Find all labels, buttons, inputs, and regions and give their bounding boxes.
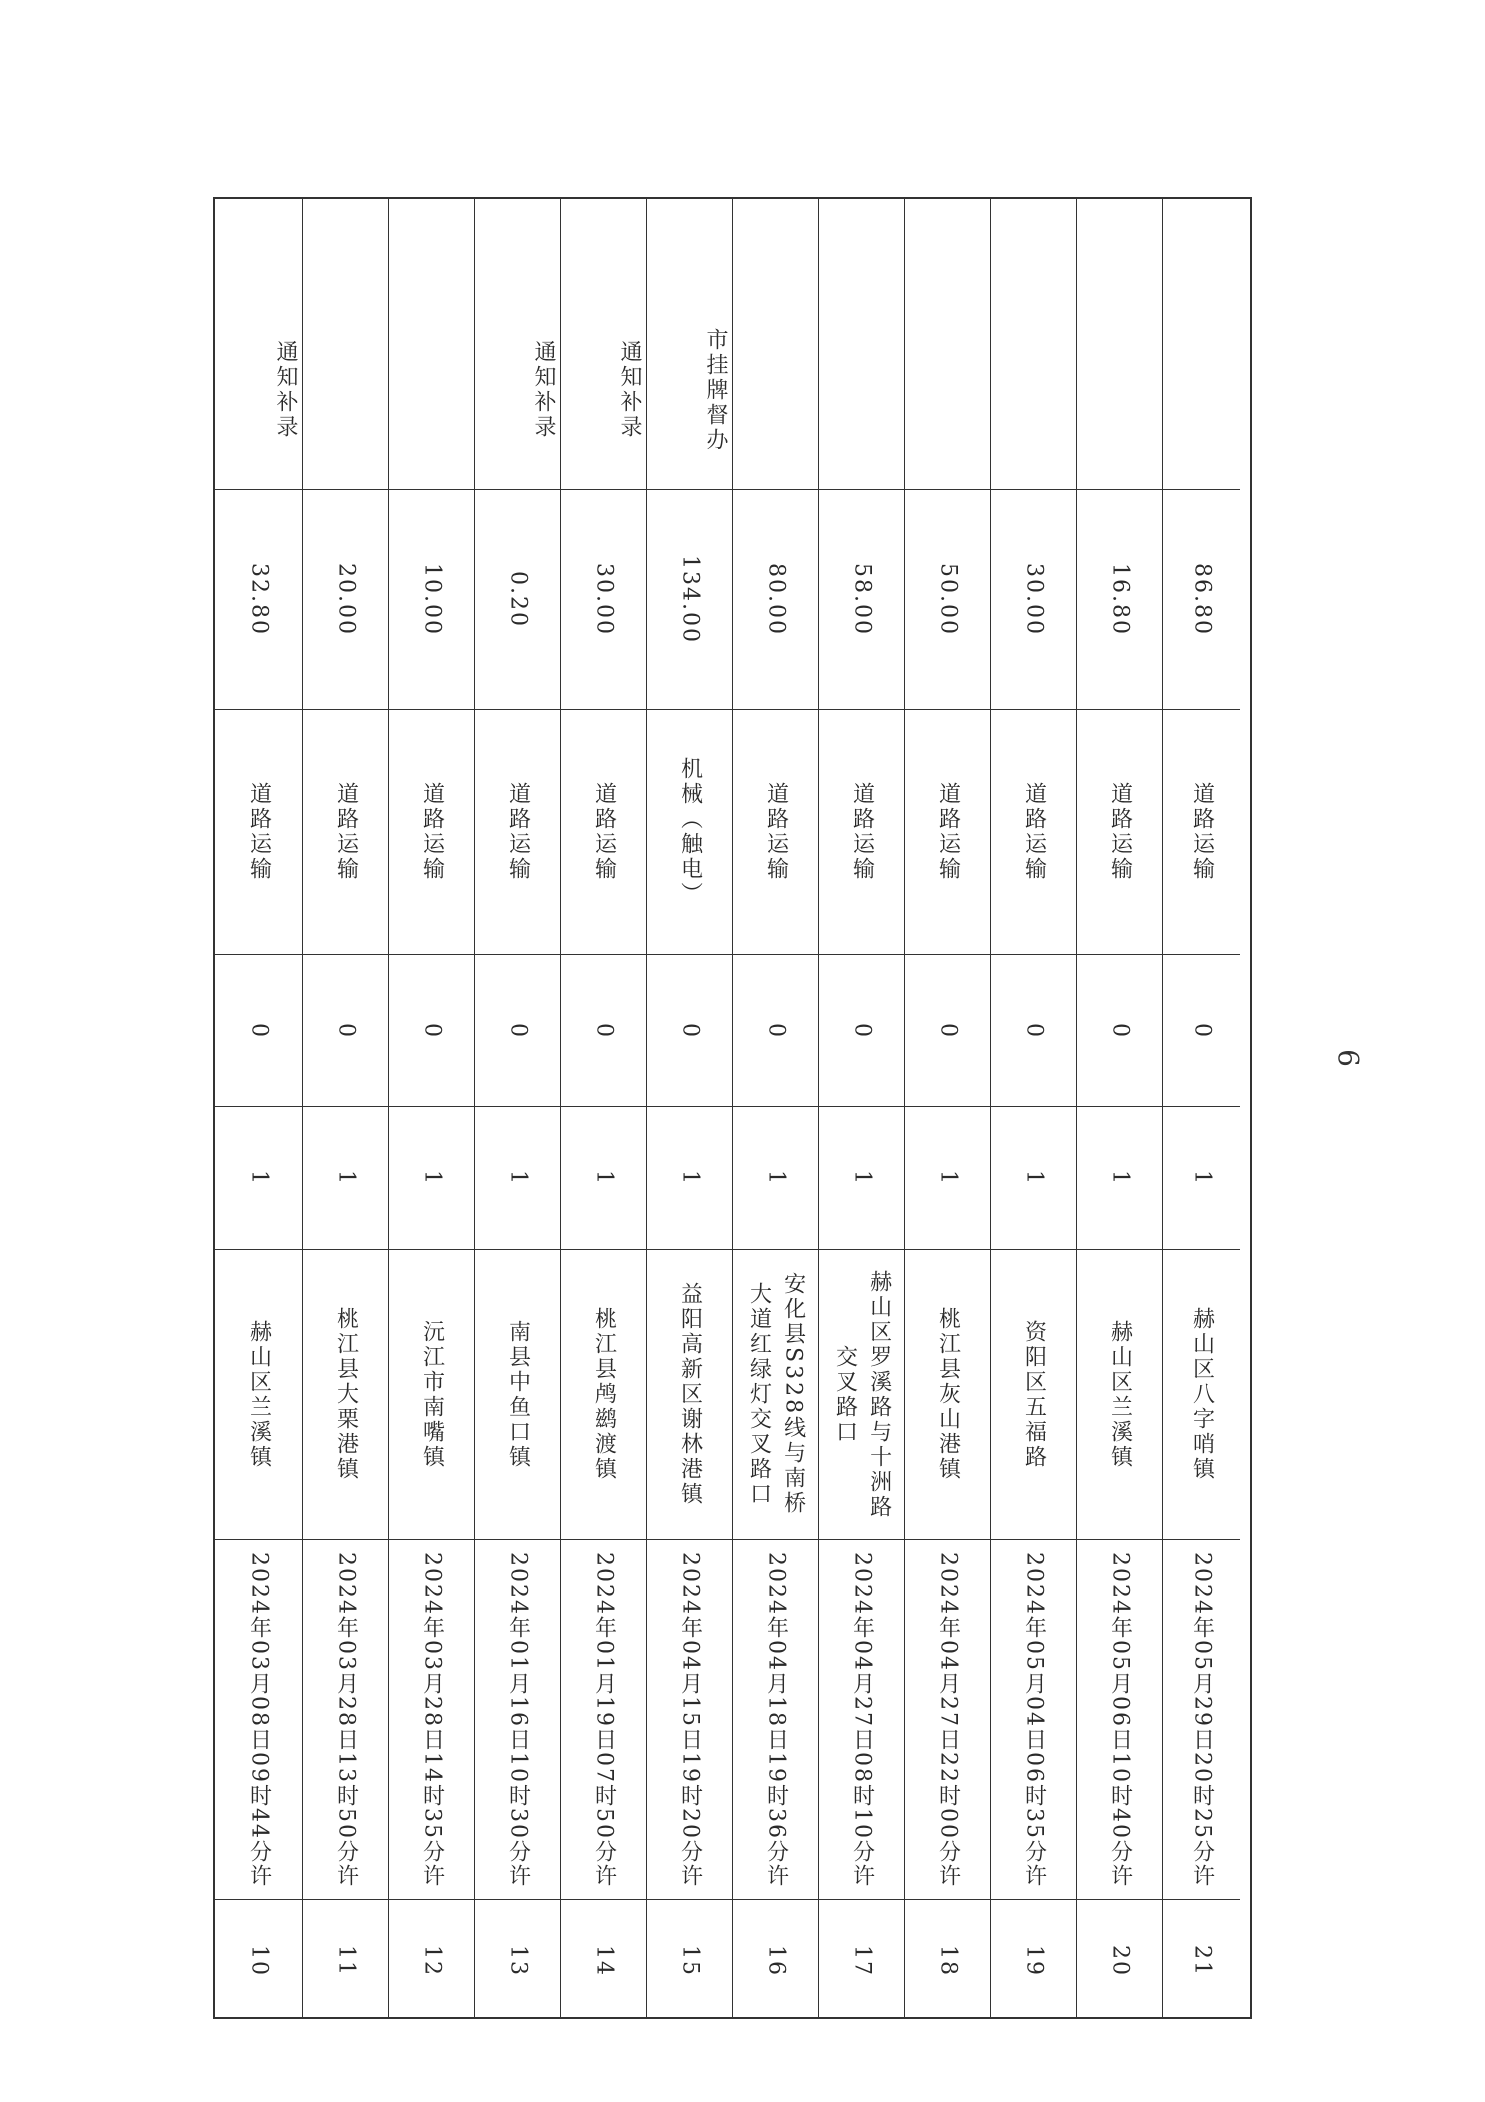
no-text: 11: [333, 1944, 359, 1977]
cell-no: [905, 1899, 990, 2021]
time-text: 2024年05月29日20时25分许: [1189, 1551, 1215, 1888]
time-text: 2024年05月06日10时40分许: [1107, 1551, 1133, 1888]
type-text: 道路运输: [246, 782, 272, 882]
injured-text: 0: [1107, 1022, 1133, 1039]
cell-injured: [215, 954, 302, 1106]
cell-place: [561, 1249, 646, 1539]
type-text: 道路运输: [849, 782, 875, 882]
cell-remark: [819, 199, 904, 489]
no-text: 21: [1189, 1944, 1215, 1977]
remark-text: 通知补录: [617, 340, 642, 440]
type-text: 道路运输: [1107, 782, 1133, 882]
cell-time: [389, 1539, 474, 1899]
cell-no: [561, 1899, 646, 2021]
deaths-text: 1: [246, 1170, 272, 1186]
cell-loss: [991, 489, 1076, 709]
injured-text: 0: [591, 1022, 617, 1039]
page-number: 9: [1333, 1049, 1366, 1067]
cell-time: [1077, 1539, 1162, 1899]
time-text: 2024年04月27日08时10分许: [849, 1551, 875, 1888]
cell-remark: [905, 199, 990, 489]
place-text: 沅江市南嘴镇: [419, 1319, 445, 1470]
injured-text: 0: [1189, 1022, 1215, 1039]
loss-text: 86.80: [1189, 563, 1215, 636]
cell-type: [561, 709, 646, 954]
cell-place: [733, 1249, 818, 1539]
no-text: 12: [419, 1944, 445, 1977]
cell-deaths: [991, 1106, 1076, 1249]
cell-injured: [389, 954, 474, 1106]
cell-place: [475, 1249, 560, 1539]
cell-remark: [475, 199, 560, 489]
time-text: 2024年01月16日10时30分许: [505, 1551, 531, 1888]
cell-place: [991, 1249, 1076, 1539]
cell-no: [991, 1899, 1076, 2021]
cell-type: [819, 709, 904, 954]
cell-no: [475, 1899, 560, 2021]
cell-loss: [905, 489, 990, 709]
no-text: 20: [1107, 1944, 1133, 1977]
cell-place: [819, 1249, 904, 1539]
cell-time: [475, 1539, 560, 1899]
cell-remark: [215, 199, 302, 489]
accident-table: [213, 197, 1252, 2019]
cell-type: [215, 709, 302, 954]
cell-injured: [991, 954, 1076, 1106]
cell-time: [215, 1539, 302, 1899]
time-text: 2024年03月28日14时35分许: [419, 1551, 445, 1888]
cell-loss: [215, 489, 302, 709]
cell-type: [647, 709, 732, 954]
cell-type: [475, 709, 560, 954]
cell-deaths: [215, 1106, 302, 1249]
cell-place: [303, 1249, 388, 1539]
cell-remark: [647, 199, 732, 489]
cell-type: [1077, 709, 1162, 954]
cell-deaths: [1163, 1106, 1240, 1249]
remark-text: 市挂牌督办: [703, 327, 728, 453]
deaths-text: 1: [505, 1170, 531, 1186]
cell-injured: [905, 954, 990, 1106]
injured-text: 0: [419, 1022, 445, 1039]
no-text: 18: [935, 1944, 961, 1977]
cell-deaths: [1077, 1106, 1162, 1249]
type-text: 道路运输: [1189, 782, 1215, 882]
cell-place: [1163, 1249, 1240, 1539]
deaths-text: 1: [763, 1170, 789, 1186]
cell-injured: [819, 954, 904, 1106]
loss-text: 134.00: [677, 555, 703, 644]
table-row: [732, 199, 818, 2017]
cell-remark: [1163, 199, 1240, 489]
deaths-text: 1: [1107, 1170, 1133, 1186]
type-text: 道路运输: [935, 782, 961, 882]
cell-remark: [561, 199, 646, 489]
type-text: 道路运输: [763, 782, 789, 882]
table-row: [1076, 199, 1162, 2017]
cell-no: [389, 1899, 474, 2021]
loss-text: 80.00: [763, 563, 789, 636]
table-row: [1162, 199, 1240, 2017]
loss-text: 32.80: [246, 563, 272, 636]
cell-loss: [647, 489, 732, 709]
cell-no: [303, 1899, 388, 2021]
time-text: 2024年03月28日13时50分许: [333, 1551, 359, 1888]
cell-loss: [561, 489, 646, 709]
cell-no: [647, 1899, 732, 2021]
cell-no: [215, 1899, 302, 2021]
cell-injured: [303, 954, 388, 1106]
cell-deaths: [905, 1106, 990, 1249]
injured-text: 0: [849, 1022, 875, 1039]
cell-time: [647, 1539, 732, 1899]
no-text: 15: [677, 1944, 703, 1977]
place-text: 桃江县灰山港镇: [935, 1307, 961, 1482]
cell-time: [905, 1539, 990, 1899]
cell-remark: [991, 199, 1076, 489]
cell-time: [819, 1539, 904, 1899]
deaths-text: 1: [849, 1170, 875, 1186]
loss-text: 50.00: [935, 563, 961, 636]
place-text: 赫山区兰溪镇: [246, 1319, 272, 1470]
cell-place: [1077, 1249, 1162, 1539]
loss-text: 16.80: [1107, 563, 1133, 636]
remark-text: 通知补录: [531, 340, 556, 440]
cell-type: [905, 709, 990, 954]
cell-loss: [389, 489, 474, 709]
cell-time: [1163, 1539, 1240, 1899]
deaths-text: 1: [333, 1170, 359, 1186]
cell-remark: [389, 199, 474, 489]
cell-time: [991, 1539, 1076, 1899]
loss-text: 0.20: [505, 571, 531, 628]
cell-injured: [561, 954, 646, 1106]
cell-type: [389, 709, 474, 954]
place-text: 桃江县大栗港镇: [333, 1307, 359, 1482]
place-text: 安化县S328线与南桥 大道红绿灯交叉路口: [746, 1272, 806, 1517]
cell-remark: [1077, 199, 1162, 489]
cell-time: [561, 1539, 646, 1899]
place-text: 赫山区罗溪路与十洲路 交叉路口: [832, 1269, 892, 1520]
injured-text: 0: [333, 1022, 359, 1039]
cell-deaths: [389, 1106, 474, 1249]
cell-place: [215, 1249, 302, 1539]
deaths-text: 1: [935, 1170, 961, 1186]
cell-remark: [303, 199, 388, 489]
type-text: 道路运输: [419, 782, 445, 882]
table-row: [646, 199, 732, 2017]
no-text: 16: [763, 1944, 789, 1977]
time-text: 2024年05月04日06时35分许: [1021, 1551, 1047, 1888]
type-text: 道路运输: [333, 782, 359, 882]
cell-no: [819, 1899, 904, 2021]
no-text: 17: [849, 1944, 875, 1977]
table-row: [904, 199, 990, 2017]
type-text: 道路运输: [591, 782, 617, 882]
cell-injured: [1163, 954, 1240, 1106]
time-text: 2024年01月19日07时50分许: [591, 1551, 617, 1888]
no-text: 10: [246, 1944, 272, 1977]
cell-deaths: [733, 1106, 818, 1249]
no-text: 14: [591, 1944, 617, 1977]
place-text: 桃江县鸬鹚渡镇: [591, 1307, 617, 1482]
cell-no: [1077, 1899, 1162, 2021]
cell-injured: [475, 954, 560, 1106]
time-text: 2024年04月27日22时00分许: [935, 1551, 961, 1888]
time-text: 2024年04月15日19时20分许: [677, 1551, 703, 1888]
cell-deaths: [561, 1106, 646, 1249]
loss-text: 10.00: [419, 563, 445, 636]
time-text: 2024年04月18日19时36分许: [763, 1551, 789, 1888]
deaths-text: 1: [1021, 1170, 1047, 1186]
cell-place: [389, 1249, 474, 1539]
table-row: [302, 199, 388, 2017]
loss-text: 30.00: [591, 563, 617, 636]
table-row: [215, 199, 302, 2017]
cell-deaths: [647, 1106, 732, 1249]
no-text: 13: [505, 1944, 531, 1977]
time-text: 2024年03月08日09时44分许: [246, 1551, 272, 1888]
cell-no: [733, 1899, 818, 2021]
injured-text: 0: [763, 1022, 789, 1039]
place-text: 资阳区五福路: [1021, 1319, 1047, 1470]
place-text: 南县中鱼口镇: [505, 1319, 531, 1470]
type-text: 机械（触电）: [677, 757, 703, 907]
injured-text: 0: [677, 1022, 703, 1039]
type-text: 道路运输: [1021, 782, 1047, 882]
cell-deaths: [303, 1106, 388, 1249]
deaths-text: 1: [1189, 1170, 1215, 1186]
injured-text: 0: [1021, 1022, 1047, 1039]
loss-text: 58.00: [849, 563, 875, 636]
cell-time: [303, 1539, 388, 1899]
no-text: 19: [1021, 1944, 1047, 1977]
place-text: 赫山区八字哨镇: [1189, 1307, 1215, 1482]
cell-type: [991, 709, 1076, 954]
cell-type: [1163, 709, 1240, 954]
cell-type: [303, 709, 388, 954]
cell-loss: [819, 489, 904, 709]
cell-injured: [1077, 954, 1162, 1106]
cell-loss: [303, 489, 388, 709]
cell-deaths: [819, 1106, 904, 1249]
cell-no: [1163, 1899, 1240, 2021]
injured-text: 0: [935, 1022, 961, 1039]
table-row: [818, 199, 904, 2017]
cell-injured: [733, 954, 818, 1106]
deaths-text: 1: [677, 1170, 703, 1186]
cell-place: [905, 1249, 990, 1539]
cell-loss: [733, 489, 818, 709]
cell-type: [733, 709, 818, 954]
cell-loss: [1163, 489, 1240, 709]
cell-remark: [733, 199, 818, 489]
loss-text: 20.00: [333, 563, 359, 636]
cell-injured: [647, 954, 732, 1106]
injured-text: 0: [246, 1022, 272, 1039]
remark-text: 通知补录: [273, 340, 298, 440]
table-row: [474, 199, 560, 2017]
deaths-text: 1: [591, 1170, 617, 1186]
type-text: 道路运输: [505, 782, 531, 882]
deaths-text: 1: [419, 1170, 445, 1186]
cell-loss: [475, 489, 560, 709]
place-text: 益阳高新区谢林港镇: [677, 1282, 703, 1507]
injured-text: 0: [505, 1022, 531, 1039]
cell-place: [647, 1249, 732, 1539]
table-row: [560, 199, 646, 2017]
loss-text: 30.00: [1021, 563, 1047, 636]
table-row: [388, 199, 474, 2017]
table-row: [990, 199, 1076, 2017]
cell-deaths: [475, 1106, 560, 1249]
cell-loss: [1077, 489, 1162, 709]
place-text: 赫山区兰溪镇: [1107, 1319, 1133, 1470]
cell-time: [733, 1539, 818, 1899]
